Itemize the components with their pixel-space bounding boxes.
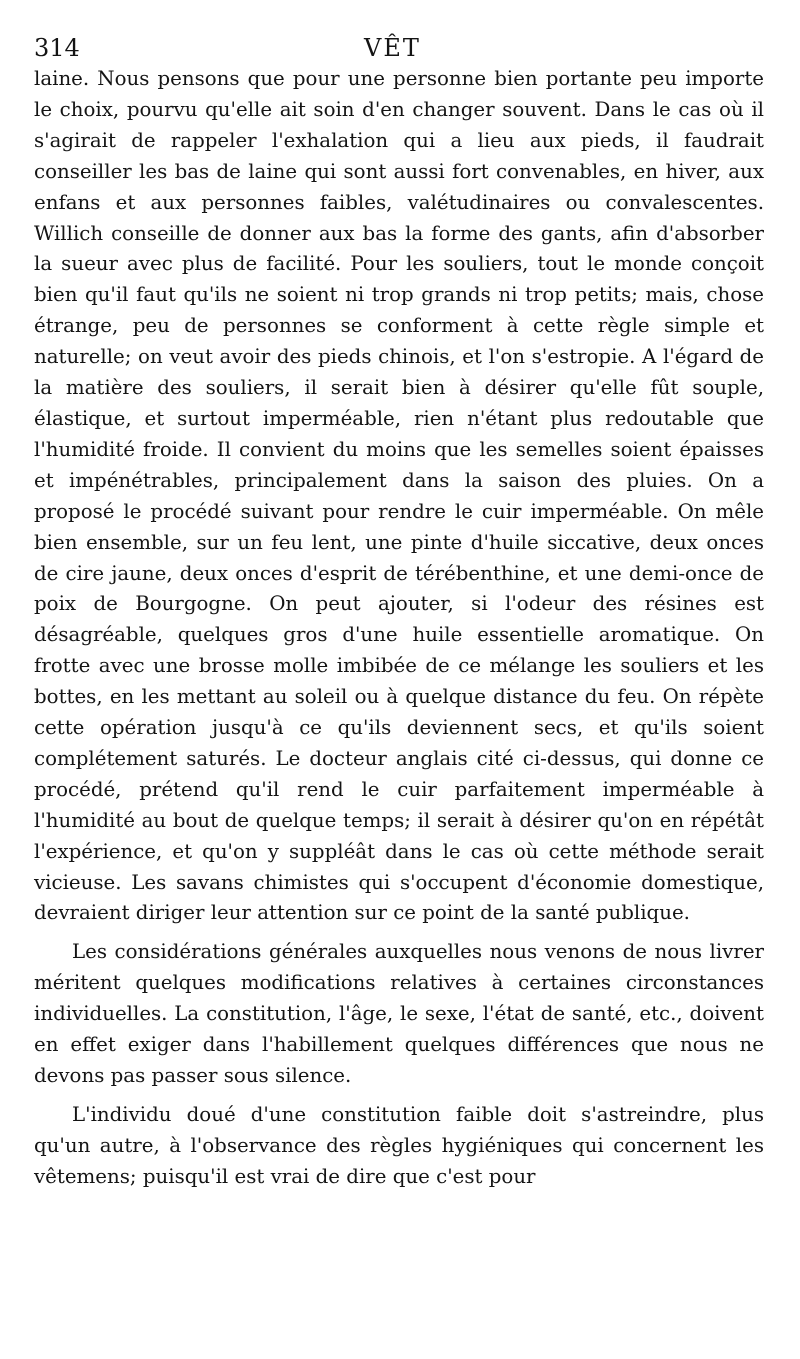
paragraph-3: L'individu doué d'une constitution faible doit s'astreindre, plus qu'un autre, à l'observance des règles hygiéniques qui concernent les vêtemens; puisqu'il est vrai de dire que c'est pour [34, 1102, 764, 1188]
paragraph-1: laine. Nous pensons que pour une personne bien portante peu importe le choix, pourvu qu'elle ait soin d'en changer souvent. Dans le cas où il s'agirait de rappeler l'exhalation qui a lieu aux pieds, il faudrait conseiller les bas de laine qui sont aussi fort convenables, en hiver, aux enfans et aux personnes faibles, valétudinaires ou convalescentes. Willich conseille de donner aux bas la forme des gants, afin d'absorber la sueur avec plus de facilité. Pour les souliers, tout le monde conçoit bien qu'il faut qu'ils ne soient ni trop grands ni trop petits; mais, chose étrange, peu de personnes se conforment à cette règle simple et naturelle; on veut avoir des pieds chinois, et l'on s'estropie. A l'égard de la matière des souliers, il serait bien à désirer qu'elle fût souple, élastique, et surtout imperméable, rien n'étant plus redoutable que l'humidité froide. Il convient du moins que les semelles soient épaisses et impénétrables, principalement dans la saison des pluies. On a proposé le procédé suivant pour rendre le cuir imperméable. On mêle bien ensemble, sur un feu lent, une pinte d'huile siccative, deux onces de cire jaune, deux onces d'esprit de térébenthine, et une demi-once de poix de Bourgogne. On peut ajouter, si l'odeur des résines est désagréable, quelques gros d'une huile essentielle aromatique. On frotte avec une brosse molle imbibée de ce mélange les souliers et les bottes, en les mettant au soleil ou à quelque distance du feu. On répète cette opération jusqu'à ce qu'ils deviennent secs, et qu'ils soient complétement saturés. Le docteur anglais cité ci-dessus, qui donne ce procédé, prétend qu'il rend le cuir parfaitement imperméable à l'humidité au bout de quelque temps; il serait à désirer qu'on en répétât l'expérience, et qu'on y suppléât dans le cas où cette méthode serait vicieuse. Les savans chimistes qui s'occupent d'économie domestique, devraient diriger leur attention sur ce point de la santé publique. [34, 67, 764, 925]
body-text [34, 64, 764, 1193]
running-head-title: VÊT [364, 34, 421, 62]
page-number: 314 [34, 34, 80, 62]
paragraph-2: Les considérations générales auxquelles nous venons de nous livrer méritent quelques modifications relatives à certaines circonstances individuelles. La constitution, l'âge, le sexe, l'état de santé, etc., doivent en effet exiger dans l'habillement quelques différences que nous ne devons pas passer sous silence. [34, 940, 764, 1087]
